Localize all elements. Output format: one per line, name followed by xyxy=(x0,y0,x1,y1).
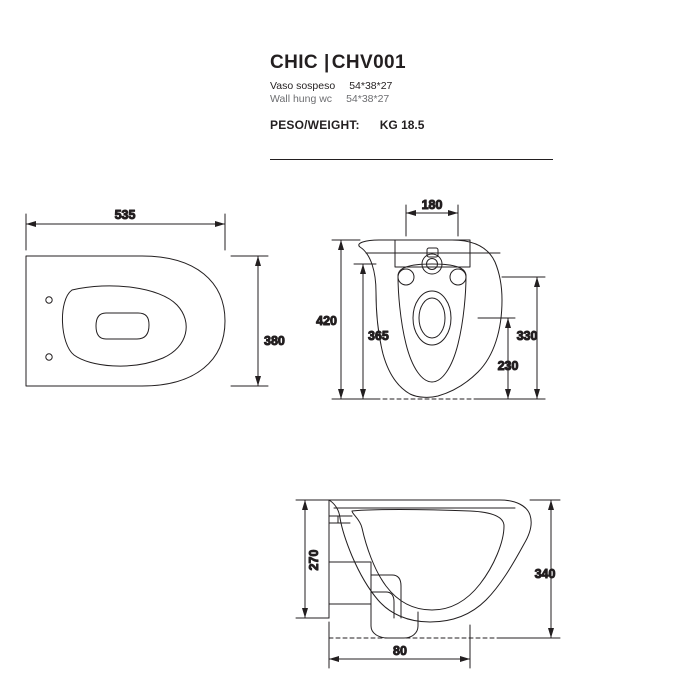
front-view-bowl-height-label: 365 xyxy=(368,329,389,343)
front-view-right-height-label: 330 xyxy=(516,329,538,343)
top-view-depth-dimension xyxy=(231,256,268,386)
description-it-text: Vaso sospeso xyxy=(270,80,336,92)
description-en-text: Wall hung wc xyxy=(270,93,333,105)
front-view-drawing xyxy=(359,240,502,397)
top-view-depth-label: 380 xyxy=(264,334,285,348)
side-view-drawing xyxy=(329,500,531,638)
weight-label: PESO/WEIGHT: xyxy=(270,118,360,132)
top-view-width-label: 535 xyxy=(114,208,136,222)
front-view-total-height-label: 420 xyxy=(316,314,337,328)
title-separator: | xyxy=(324,52,330,73)
top-view-drawing xyxy=(26,256,225,386)
model-name: CHIC xyxy=(270,52,319,73)
model-code: CHV001 xyxy=(331,52,406,73)
description-en-dimensions: 54*38*27 xyxy=(346,93,390,105)
side-view-outlet-label: 80 xyxy=(393,644,407,658)
front-view-fixing-label: 180 xyxy=(421,198,443,212)
side-view-height-label: 270 xyxy=(307,549,321,571)
description-it-dimensions: 54*38*27 xyxy=(349,80,393,92)
front-view-lower-height-label: 230 xyxy=(497,359,519,373)
weight-value: KG 18.5 xyxy=(379,118,425,132)
side-view-projection-label: 340 xyxy=(534,567,556,581)
